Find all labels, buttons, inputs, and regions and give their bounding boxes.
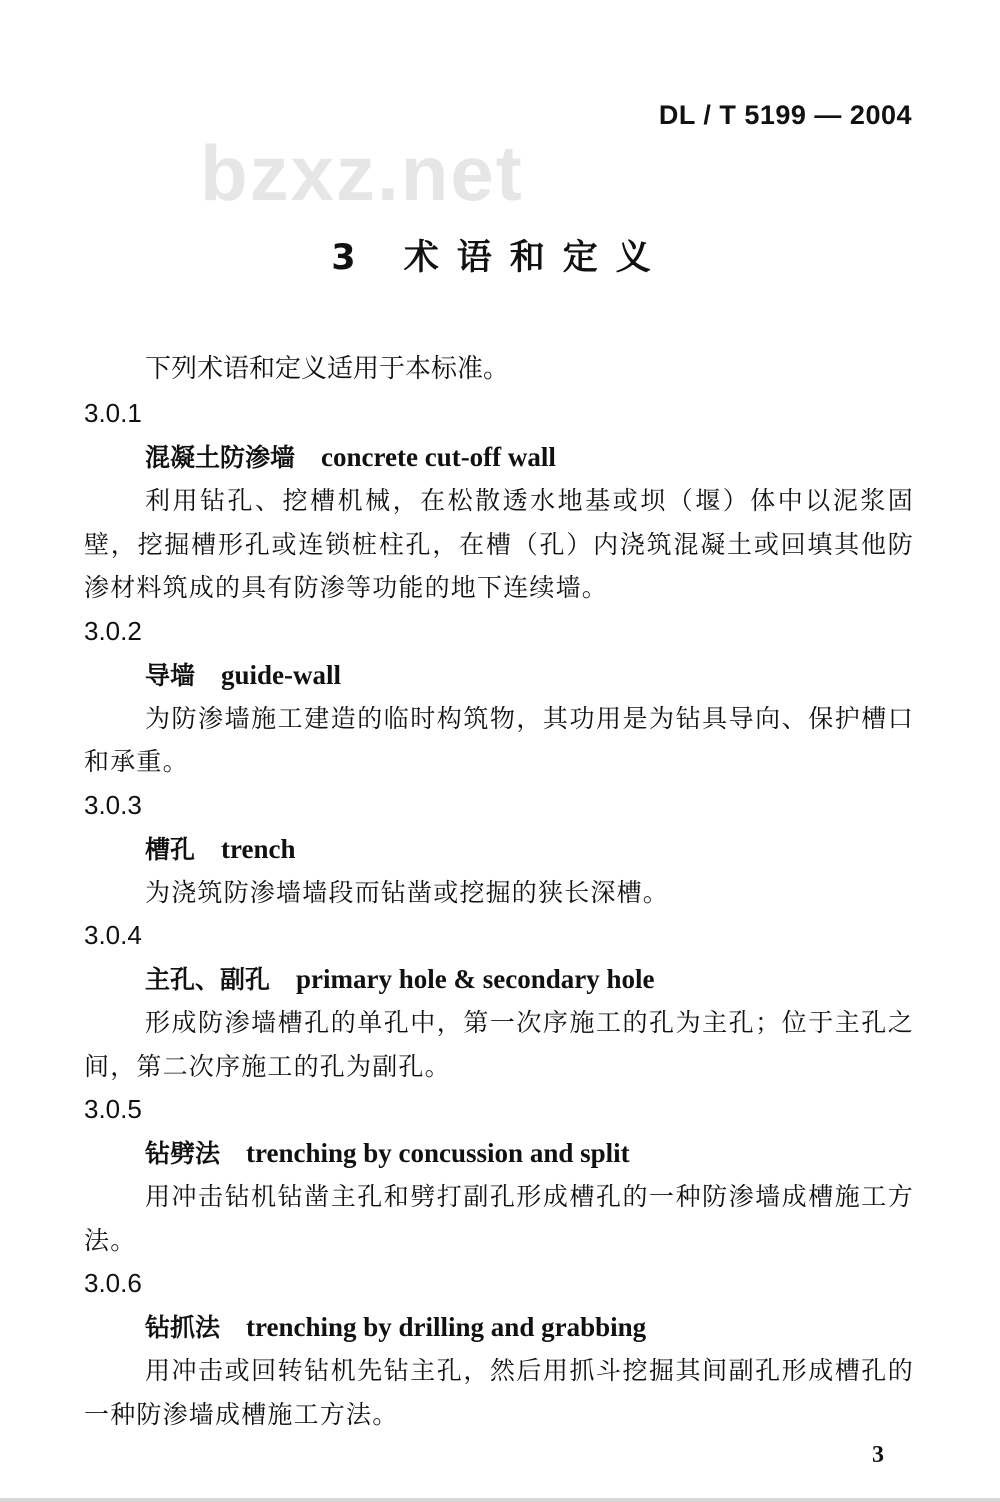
term-line [84,435,914,479]
chapter-intro: 下列术语和定义适用于本标准。 [145,354,510,384]
term-line [84,1131,914,1175]
term-english: concrete cut-off wall [321,442,556,472]
clause-number: 3.0.5 [84,1094,142,1124]
standard-code: DL / T 5199 — 2004 [658,100,912,130]
term-english: trenching by drilling and grabbing [246,1312,647,1342]
section-3-0-4 [84,914,914,1088]
term-english: primary hole & secondary hole [296,964,655,994]
clause-number: 3.0.4 [84,920,142,950]
term-definition: 用冲击钻机钻凿主孔和劈打副孔形成槽孔的一种防渗墙成槽施工方法。 [84,1182,914,1255]
section-3-0-2 [84,610,914,784]
term-line [84,957,914,1001]
term-english: guide-wall [221,659,342,690]
watermark-text: bzxz.net [200,129,524,217]
section-3-0-5 [84,1088,914,1262]
section-3-0-1 [84,392,914,610]
term-definition: 为防渗墙施工建造的临时构筑物，其功用是为钻具导向、保护槽口和承重。 [84,703,914,776]
term-chinese: 钻抓法 [145,1313,221,1342]
term-line [84,1305,914,1349]
chapter-title: 3 术语和定义 [331,238,669,278]
term-english: trench [221,833,296,864]
sections-container [84,392,914,1436]
clause-number: 3.0.2 [84,615,142,646]
term-definition: 形成防渗墙槽孔的单孔中，第一次序施工的孔为主孔；位于主孔之间，第二次序施工的孔为副孔。 [84,1008,914,1081]
clause-number: 3.0.1 [84,398,142,428]
term-chinese: 混凝土防渗墙 [145,443,296,472]
term-chinese: 主孔、副孔 [145,965,271,994]
term-english: trenching by concussion and split [246,1138,630,1168]
page-number: 3 [872,1442,884,1468]
term-line [84,653,914,697]
clause-number: 3.0.6 [84,1268,142,1298]
term-line [84,827,914,871]
page-bottom-edge [0,1498,1000,1502]
clause-number: 3.0.3 [84,789,142,820]
term-chinese: 导墙 [145,660,196,690]
term-definition: 为浇筑防渗墙墙段而钻凿或挖掘的狭长深槽。 [145,877,670,907]
section-3-0-6 [84,1262,914,1436]
term-definition: 用冲击或回转钻机先钻主孔，然后用抓斗挖掘其间副孔形成槽孔的一种防渗墙成槽施工方法。 [84,1356,914,1429]
term-chinese: 钻劈法 [145,1139,221,1168]
term-chinese: 槽孔 [145,834,196,864]
section-3-0-3 [84,784,914,915]
term-definition: 利用钻孔、挖槽机械，在松散透水地基或坝（堰）体中以泥浆固壁，挖掘槽形孔或连锁桩柱孔，在槽（孔）内浇筑混凝土或回填其他防渗材料筑成的具有防渗等功能的地下连续墙。 [84,486,914,602]
